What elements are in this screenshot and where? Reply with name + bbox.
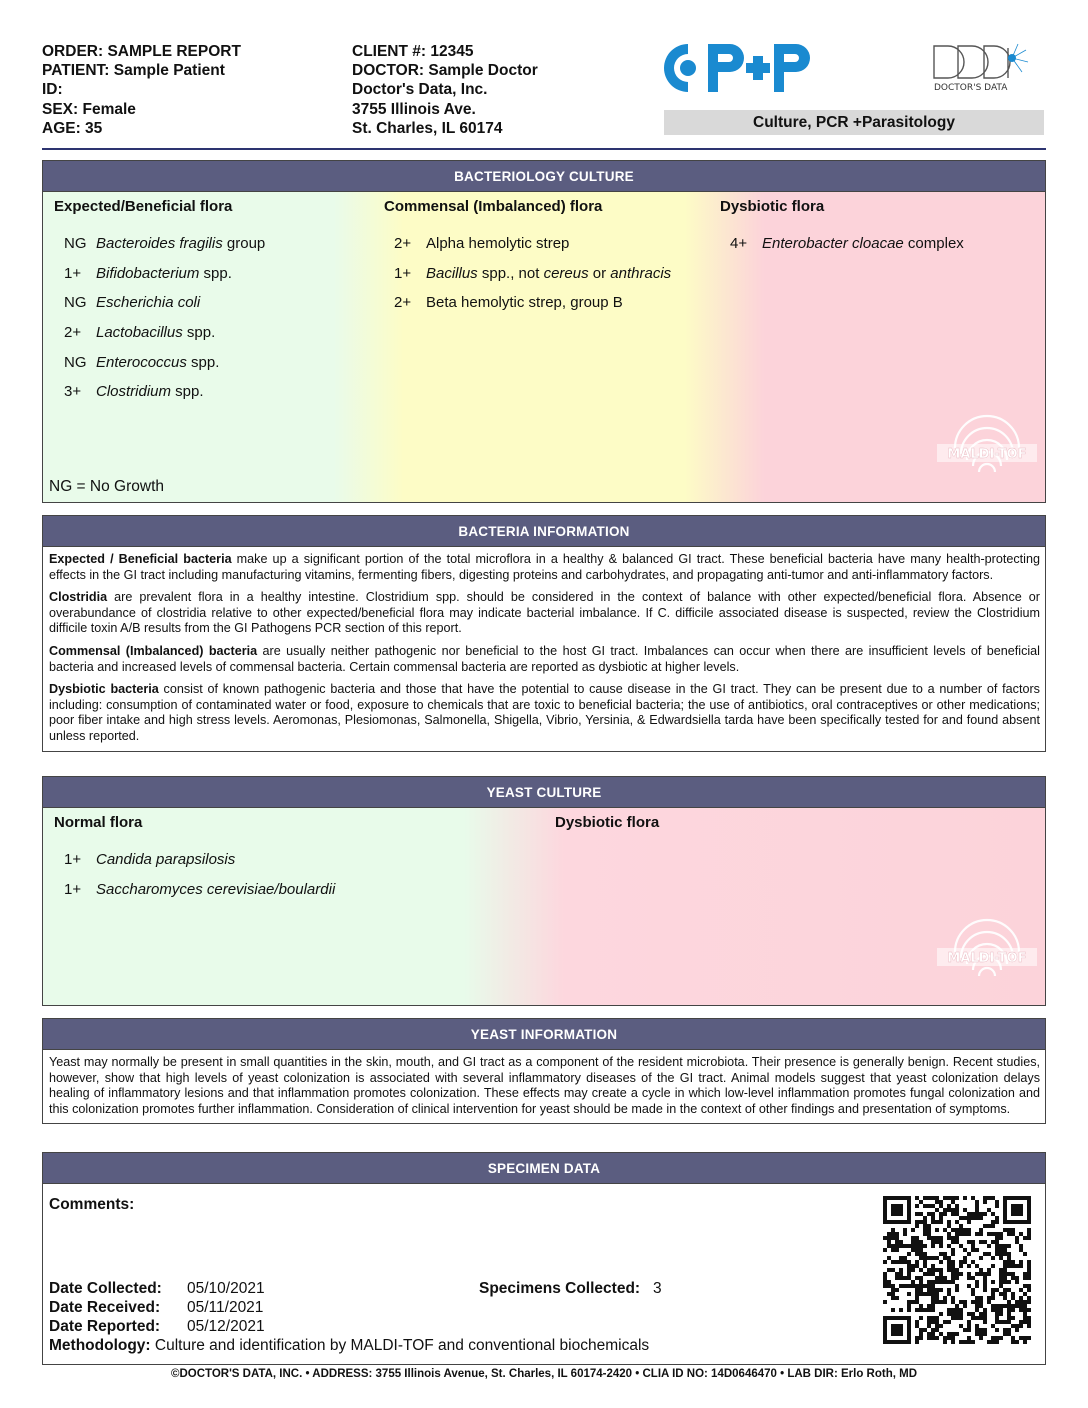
organism-entry: 3+ Clostridium spp. [64,383,204,400]
organism-entry: 1+ Saccharomyces cerevisiae/boulardii [64,881,336,898]
footer: ©DOCTOR'S DATA, INC. • ADDRESS: 3755 Illinois Avenue, St. Charles, IL 60174-2420 • CLIA ID NO: 14D0646470 • LAB DIR: Erlo Roth, MD [170,1368,918,1380]
info-paragraph: Dysbiotic bacteria consist of known pathogenic bacteria and those that have the potential to cause disease in the GI tract. They can be present due to a number of factors including: consumption of contaminated water or food, exposure to chemicals that are toxic to beneficial bacteria; the use of antibiotics, oral contraceptives or other medications; poor fiber intake and high stress levels. Aeromonas, Plesiomonas, Salmonella, Shigella, Vibrio, Yersinia, & Edwardsiella tarda have been specifically tested for and found absent unless reported. [49,682,1040,743]
organism-entry: 2+ Beta hemolytic strep, group B [394,294,623,311]
yeast-information-section [42,1018,1046,1124]
section-title: SPECIMEN DATA [43,1153,1045,1184]
specimen-data-body [43,1184,1045,1364]
cpp-logo [662,42,814,94]
date-reported-value: 05/12/2021 [187,1318,265,1335]
report-type-label: Culture, PCR +Parasitology [664,110,1044,135]
order-line: ORDER: SAMPLE REPORT [42,43,241,60]
organism-entry: NG Enterococcus spp. [64,354,220,371]
bacteria-information-body [43,547,1045,751]
section-title: YEAST CULTURE [43,777,1045,808]
organism-entry: NG Bacteroides fragilis group [64,235,266,252]
ng-legend: NG = No Growth [49,478,164,495]
specimens-collected-value: 3 [653,1280,662,1297]
lab-name-line: Doctor's Data, Inc. [352,81,488,99]
comments-label: Comments: [49,1196,135,1213]
date-received-value: 05/11/2021 [187,1299,264,1316]
organism-entry: 1+ Candida parapsilosis [64,851,236,868]
client-info [352,42,538,138]
bacteriology-culture-body [43,192,1045,502]
section-title: YEAST INFORMATION [43,1019,1045,1050]
sex-line: SEX: Female [42,100,136,118]
age-line: AGE: 35 [42,119,103,137]
yeast-culture-body [43,808,1045,1005]
svg-text:MALDI-TOF: MALDI-TOF [947,447,1027,462]
dysbiotic-flora-heading: Dysbiotic flora [720,198,825,215]
city-line: St. Charles, IL 60174 [352,119,503,137]
date-reported-row: Date Reported: 05/12/2021 [49,1318,265,1335]
organism-entry: 2+ Lactobacillus spp. [64,324,216,341]
organism-entry: 2+ Alpha hemolytic strep [394,235,570,252]
patient-line: PATIENT: Sample Patient [42,62,225,80]
organism-entry: NG Escherichia coli [64,294,201,311]
qr-code-icon [883,1196,1031,1344]
client-line: CLIENT #: 12345 [352,43,474,60]
doctors-data-logo [928,42,1032,94]
info-paragraph: Yeast may normally be present in small quantities in the skin, mouth, and GI tract as a component of the resident microbiota. Their presence is generally benign. Recent studies, however, show that high levels of yeast colonization is associated with several inflammatory diseases of the GI tract. Animal models suggest that yeast colonization delays healing of inflammatory lesions and that inflammation promotes colonization. These effects may create a cycle in which low-level inflammation promotes fungal colonization and this colonization promotes further inflammation. Consideration of clinical intervention for yeast should be made in the context of other findings and presentation of symptoms. [49,1055,1040,1116]
section-title: BACTERIA INFORMATION [43,516,1045,547]
date-collected-value: 05/10/2021 [187,1280,265,1297]
organism-entry: 1+ Bacillus spp., not cereus or anthracis [394,265,672,282]
bacteriology-culture-section [42,160,1046,503]
report-header [42,42,1046,142]
yeast-information-body [43,1050,1045,1123]
normal-flora-heading: Normal flora [54,814,143,831]
organism-entry: 1+ Bifidobacterium spp. [64,265,232,282]
yeast-culture-section [42,776,1046,1006]
date-collected-row: Date Collected: 05/10/2021 [49,1280,265,1297]
dysbiotic-flora-heading: Dysbiotic flora [555,814,660,831]
info-paragraph: Commensal (Imbalanced) bacteria are usually neither pathogenic nor beneficial to the host GI tract. Imbalances can occur when there are insufficient levels of beneficial bacteria and increased levels of commensal bacteria. Certain commensal bacteria are reported as dysbiotic at higher levels. [49,643,1040,674]
id-line: ID: [42,81,63,99]
svg-text:DOCTOR'S DATA: DOCTOR'S DATA [934,83,1008,93]
maldi-tof-watermark-icon [935,410,1039,496]
bacteria-information-section [42,515,1046,752]
doctor-line: DOCTOR: Sample Doctor [352,62,538,80]
patient-info [42,42,241,138]
info-paragraph: Expected / Beneficial bacteria make up a significant portion of the total microflora in a healthy & balanced GI tract. These beneficial bacteria have many health-protecting effects in the GI tract including manufacturing vitamins, fermenting fibers, digesting proteins and carbohydrates, and propagating anti-tumor and anti-inflammatory factors. [49,552,1040,582]
section-title: BACTERIOLOGY CULTURE [43,161,1045,192]
maldi-tof-watermark-icon [935,914,1039,1000]
methodology-row: Methodology: Culture and identification by MALDI-TOF and conventional biochemicals [49,1337,650,1354]
svg-text:MALDI-TOF: MALDI-TOF [947,951,1027,966]
expected-flora-heading: Expected/Beneficial flora [54,198,233,215]
info-paragraph: Clostridia are prevalent flora in a healthy intestine. Clostridium spp. should be considered in the context of balance with other expected/beneficial flora. Absence or overabundance of clostridia relative to other expected/beneficial flora may indicate bacterial imbalance. If C. difficile associated disease is suspected, review the Clostridium difficile toxin A/B results from the GI Pathogens PCR section of this report. [49,590,1040,636]
methodology-value: Culture and identification by MALDI-TOF and conventional biochemicals [154,1337,650,1354]
specimen-data-section [42,1152,1046,1365]
organism-entry: 4+ Enterobacter cloacae complex [730,235,964,252]
specimens-collected-row: Specimens Collected: 3 [479,1280,662,1297]
date-received-row: Date Received: 05/11/2021 [49,1299,264,1316]
address-line: 3755 Illinois Ave. [352,100,476,118]
header-divider [42,148,1046,150]
commensal-flora-heading: Commensal (Imbalanced) flora [384,198,603,215]
